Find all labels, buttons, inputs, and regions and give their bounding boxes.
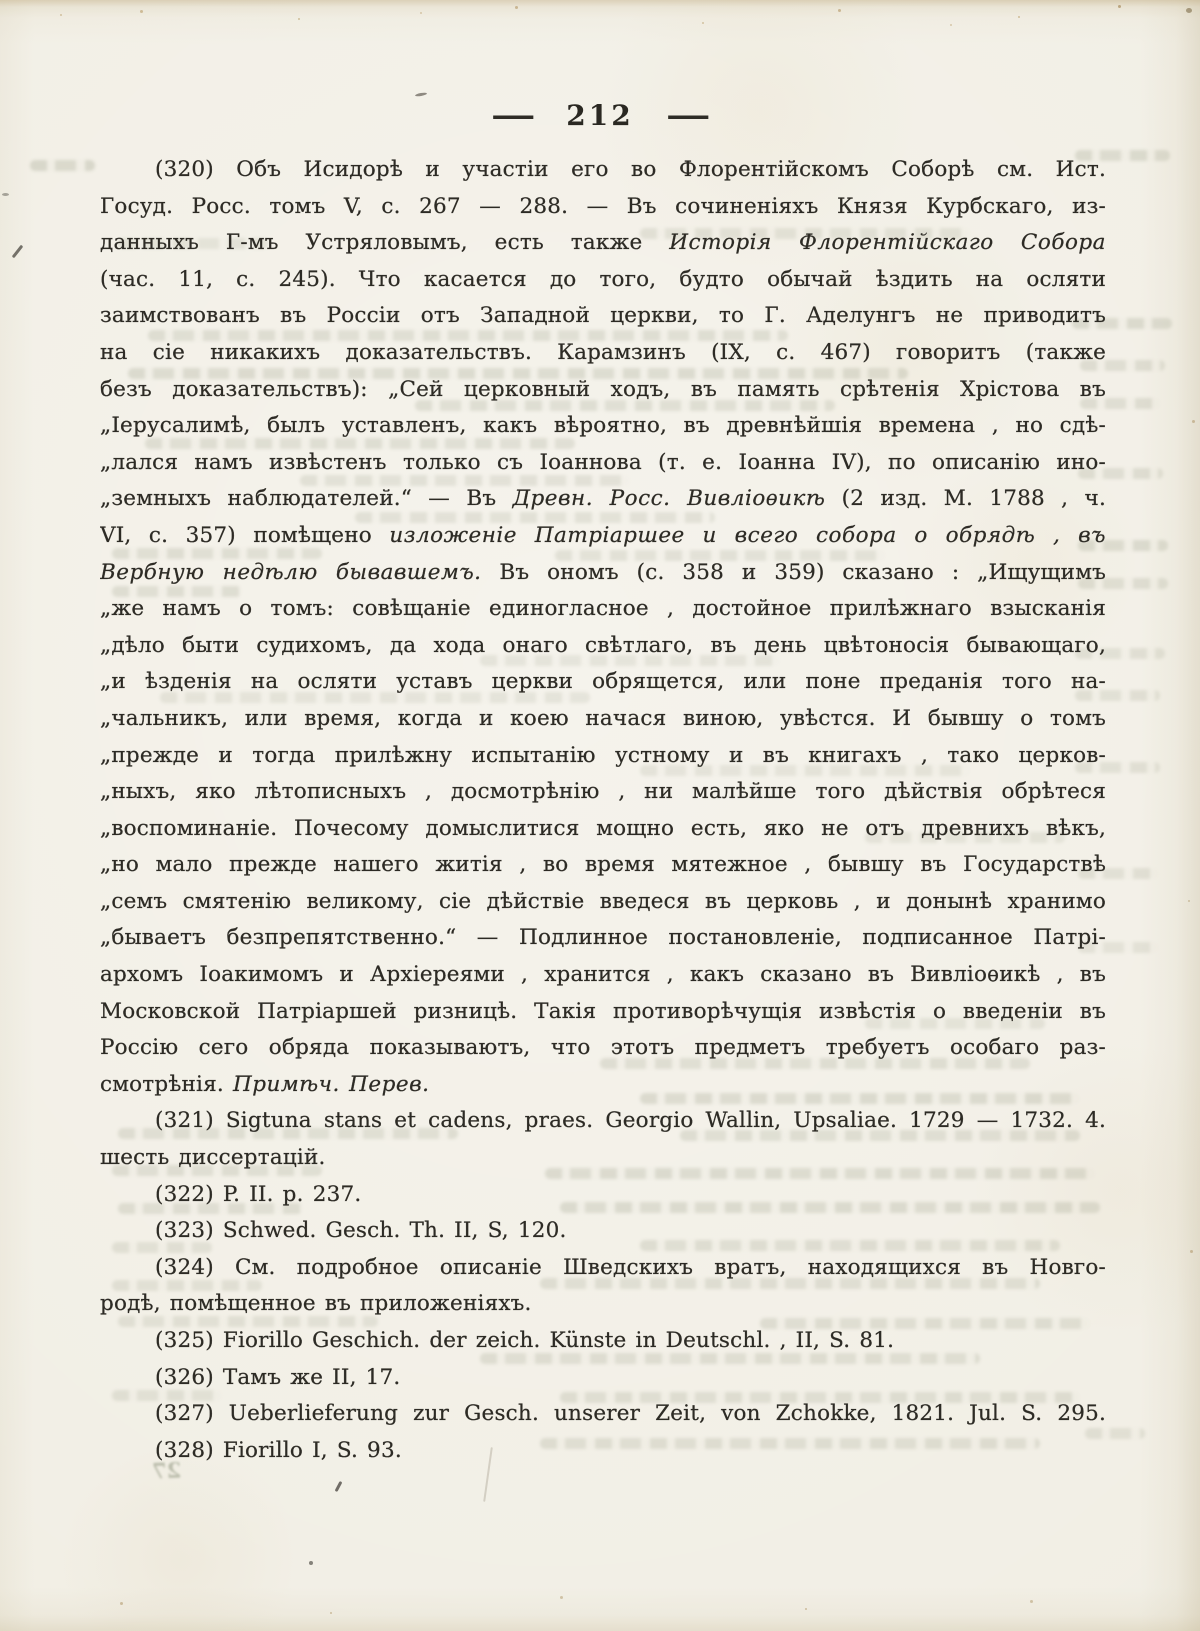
text-line [100, 920, 1106, 957]
text-run: Госуд. Росс. томъ V, с. 267 — 288. — Въ сочиненіяхъ Князя Курбскаго, из- [100, 193, 1106, 219]
text-run: (325) Fiorillo Geschich. der zeich. Künste in Deutschl. , II, S. 81. [155, 1328, 895, 1353]
text-line [100, 701, 1106, 738]
page-number: 212 [566, 99, 634, 132]
text-run: „но мало прежде нашего житія , во время мятежное , бывшу въ Государствѣ [100, 852, 1106, 878]
text-run: (328) Fiorillo I, S. 93. [155, 1437, 402, 1463]
paper-speck [335, 1481, 343, 1492]
paper-speck [415, 92, 427, 97]
paper-speck [515, 6, 518, 9]
text-run: „земныхъ наблюдателей.“ — Въ [100, 486, 513, 512]
text-line [100, 445, 1106, 482]
text-run: Въ ономъ (с. 358 и 359) сказано : „Ищущимъ [481, 559, 1106, 585]
text-line [100, 1433, 1106, 1470]
text-line [100, 1286, 1106, 1323]
text-line [100, 1360, 1106, 1397]
footnotes-text-block [100, 152, 1106, 1469]
paper-speck [805, 1608, 807, 1610]
text-run-italic: изложеніе Патріаршее и всего собора о обрядѣ , въ [389, 522, 1106, 548]
text-line [100, 774, 1106, 811]
text-run-italic: Примѣч. Перев. [232, 1071, 430, 1097]
paper-speck [1118, 5, 1121, 8]
paper-speck [120, 1602, 123, 1605]
paper-speck [1192, 420, 1195, 423]
paper-speck [309, 1561, 313, 1565]
text-line [100, 884, 1106, 921]
text-run: „ныхъ, яко лѣтописныхъ , досмотрѣнію , ни малѣйше того дѣйствія обрѣтеся [100, 779, 1106, 805]
text-run: (321) Sigtuna stans et cadens, praes. Georgio Wallin, Upsaliae. 1729 — 1732. 4. [155, 1108, 1106, 1134]
text-run: архомъ Іоакимомъ и Архіереями , хранится , какъ сказано въ Вивліоѳикѣ , въ [100, 962, 1106, 988]
text-line [100, 664, 1106, 701]
text-line [100, 811, 1106, 848]
paper-speck [950, 24, 952, 26]
bleedthrough-smudge [30, 160, 95, 171]
text-line [100, 1103, 1106, 1140]
page-header [0, 98, 1200, 133]
header-dash-right: — [665, 98, 710, 133]
text-run: родѣ, помѣщенное въ приложеніяхъ. [100, 1291, 532, 1317]
text-line [100, 372, 1106, 409]
text-run: „же намъ о томъ: совѣщаніе единогласное , достойное прилѣжнаго взысканія [100, 596, 1106, 622]
text-line [100, 738, 1106, 775]
text-line [100, 408, 1106, 445]
text-line [100, 189, 1106, 226]
paper-speck [420, 12, 422, 14]
text-line [100, 1030, 1106, 1067]
text-run: „дѣло быти судихомъ, да хода онаго свѣтлаго, въ день цвѣтоносія бывающаго, [100, 632, 1106, 658]
text-run: (327) Ueberlieferung zur Gesch. unserer Zeit, von Zchokke, 1821. Jul. S. 295. [155, 1401, 1106, 1427]
text-run: (323) Schwed. Gesch. Th. II, S, 120. [155, 1218, 567, 1244]
text-run: Московской Патріаршей ризницѣ. Такія противорѣчущія извѣстія о введеніи въ [100, 998, 1106, 1024]
text-run: (322) P. II. p. 237. [155, 1181, 362, 1207]
text-run: (2 изд. М. 1788 , ч. [825, 486, 1106, 512]
text-run-italic: Вербную недѣлю бывавшемъ. [100, 559, 482, 585]
paper-speck [1030, 1600, 1033, 1603]
text-run: заимствованъ въ Россіи отъ Западной церкви, то Г. Аделунгъ не приводитъ [100, 303, 1106, 329]
text-line [100, 591, 1106, 628]
paper-speck [1190, 1250, 1193, 1253]
text-run: смотрѣнія. [100, 1071, 233, 1097]
text-run: „лался намъ извѣстенъ только съ Іоаннова (т. е. Іоанна IV), по описанію ино- [100, 449, 1106, 475]
text-line [100, 847, 1106, 884]
paper-speck [560, 1596, 563, 1599]
paper-speck [2, 193, 9, 196]
bleedthrough-page-signature: 27 [151, 1457, 182, 1484]
text-line [100, 1177, 1106, 1214]
text-line [100, 1323, 1106, 1360]
text-line [100, 1140, 1106, 1177]
text-run-italic: Исторія Флорентійскаго Собора [669, 230, 1106, 256]
text-run: данныхъ Г-мъ Устряловымъ, есть также [100, 230, 670, 256]
paper-speck [1188, 900, 1190, 902]
text-line [100, 481, 1106, 518]
paper-speck [298, 18, 300, 20]
paper-speck [330, 1612, 332, 1614]
text-run: (час. 11, с. 245). Что касается до того, будто обычай ѣздить на осляти [100, 266, 1106, 292]
paper-speck [1018, 16, 1020, 18]
text-run: (324) См. подробное описаніе Шведскихъ вратъ, находящихся въ Новго- [155, 1254, 1106, 1280]
text-run: „семъ смятенію великому, сіе дѣйствіе введеся въ церковь , и донынѣ хранимо [100, 888, 1106, 914]
text-run: „и ѣзденія на осляти уставъ церкви обрящется, или поне преданія того на- [100, 669, 1106, 695]
text-line [100, 957, 1106, 994]
text-run: шесть диссертацій. [100, 1145, 326, 1171]
paper-speck [838, 9, 841, 12]
header-dash-left: — [490, 98, 535, 133]
text-run: „Іерусалимѣ, былъ уставленъ, какъ вѣроятно, въ древнѣйшія времена , но сдѣ- [100, 413, 1106, 439]
text-line [100, 225, 1106, 262]
text-line [100, 1067, 1106, 1104]
text-line [100, 152, 1106, 189]
text-line [100, 298, 1106, 335]
paper-speck [702, 22, 704, 24]
text-run: (326) Тамъ же II, 17. [155, 1364, 401, 1390]
text-line [100, 1213, 1106, 1250]
text-line [100, 1396, 1106, 1433]
text-line [100, 262, 1106, 299]
text-run: (320) Объ Исидорѣ и участіи его во Флорентійскомъ Соборѣ см. Ист. [155, 157, 1106, 182]
text-line [100, 555, 1106, 592]
paper-speck [12, 245, 24, 259]
text-line [100, 335, 1106, 372]
text-run: на сіе никакихъ доказательствъ. Карамзинъ (IX, с. 467) говоритъ (также [100, 339, 1106, 365]
text-run: „прежде и тогда прилѣжну испытанію устному и въ книгахъ , тако церков- [100, 742, 1106, 768]
paper-speck [60, 14, 62, 16]
text-run: безъ доказательствъ): „Сей церковный ходъ, въ память срѣтенія Хрістова въ [100, 376, 1106, 402]
text-run-italic: Древн. Росс. Вивліоѳикѣ [512, 486, 826, 512]
paper-speck [1186, 8, 1192, 13]
text-line [100, 518, 1106, 555]
text-line [100, 1250, 1106, 1287]
text-run: Россію сего обряда показываютъ, что этотъ предметъ требуетъ особаго раз- [100, 1035, 1106, 1061]
text-line [100, 628, 1106, 665]
text-run: „бываетъ безпрепятственно.“ — Подлинное постановленіе, подписанное Патрі- [100, 925, 1106, 951]
text-run: „воспоминаніе. Почесому домыслитися мощно есть, яко не отъ древнихъ вѣкъ, [100, 815, 1106, 841]
text-line [100, 994, 1106, 1031]
text-run: „чальникъ, или время, когда и коею начася виною, увѣстся. И бывшу о томъ [100, 705, 1106, 731]
paper-speck [140, 10, 143, 13]
text-run: VI, с. 357) помѣщено [100, 522, 390, 548]
